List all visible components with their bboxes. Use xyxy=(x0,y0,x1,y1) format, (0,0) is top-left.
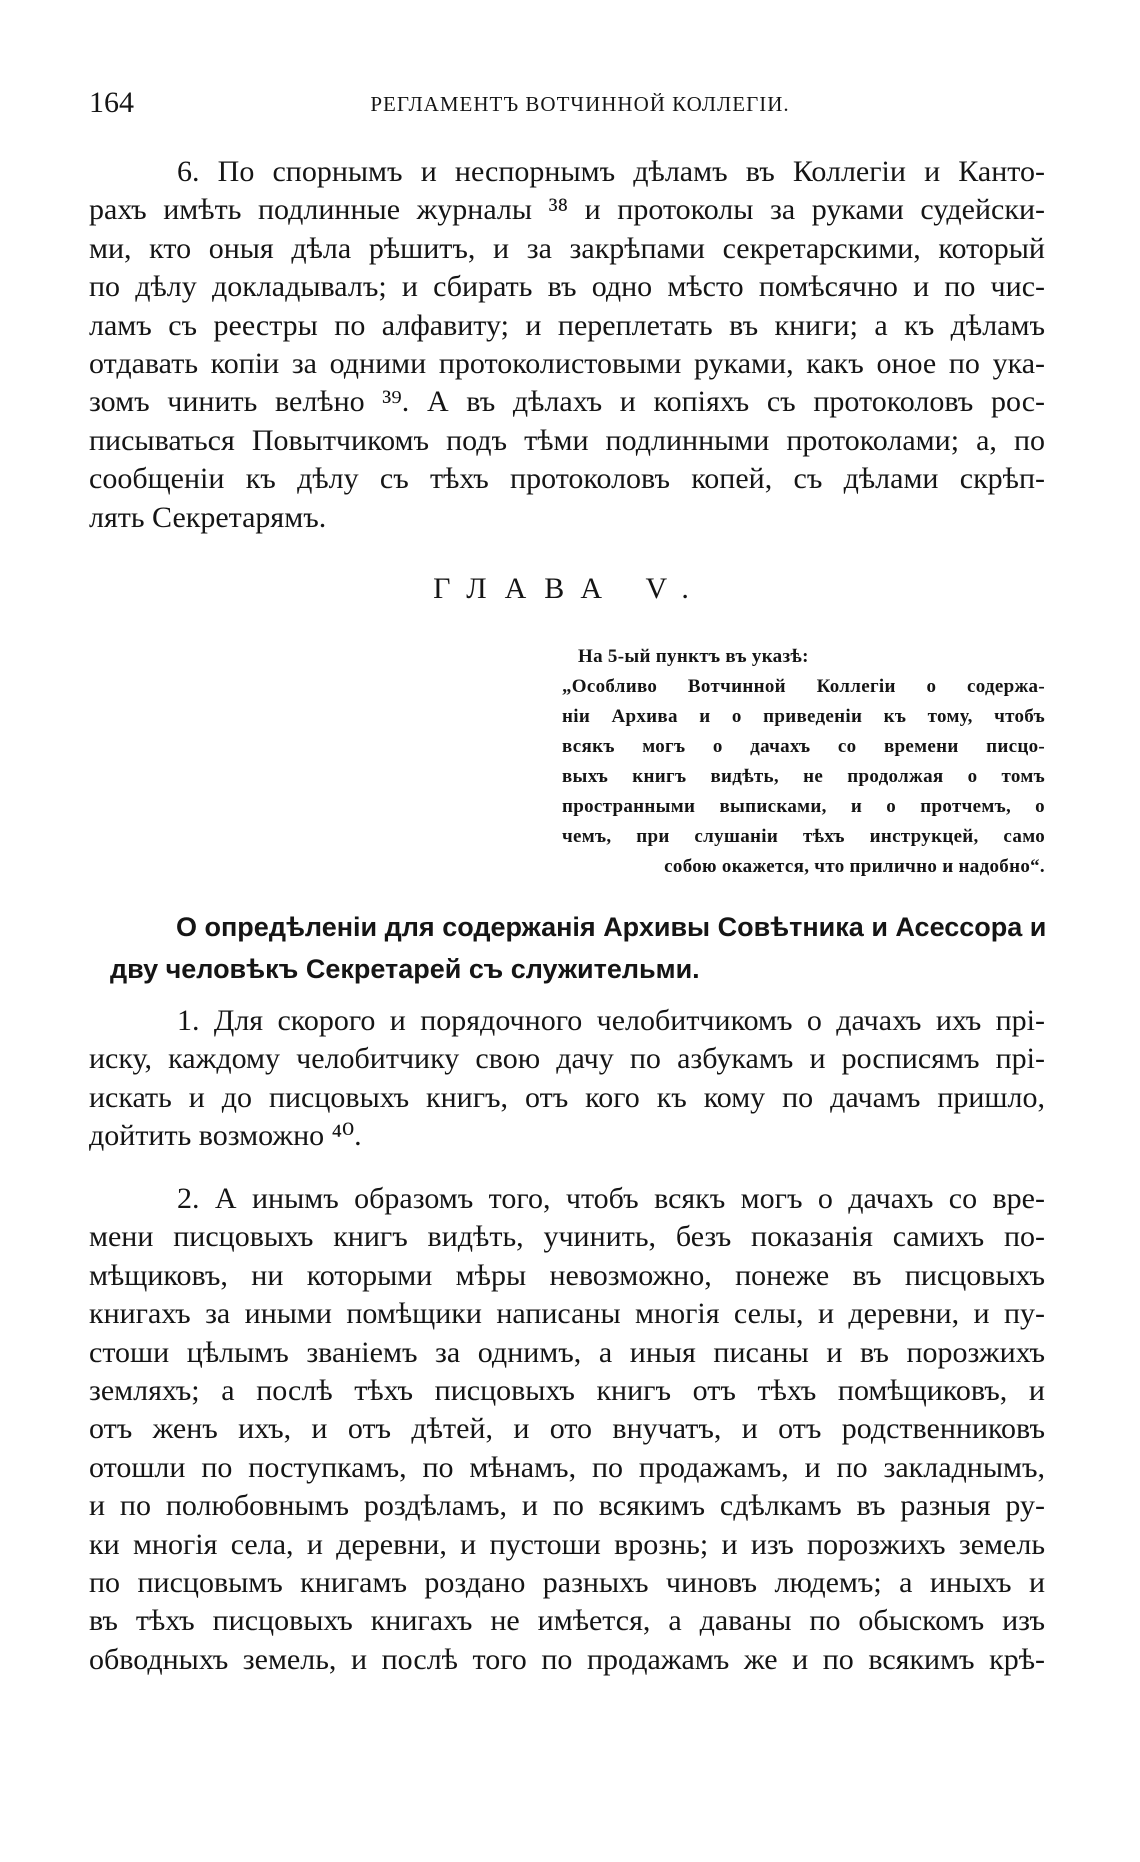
text-line: ки многія села, и деревни, и пустоши врознь; и изъ порозжихъ земель xyxy=(89,1527,1045,1561)
text-line: дву человѣкъ Секретарей съ служительми. xyxy=(110,954,700,984)
text-line: ламъ съ реестры по алфавиту; и переплетать въ книги; а къ дѣламъ xyxy=(89,308,1045,342)
text-line: пространными выписками, и о протчемъ, о xyxy=(562,796,1045,817)
text-line: 2. А инымъ образомъ того, чтобъ всякъ могъ о дачахъ со вре- xyxy=(177,1182,1045,1215)
text-line: по писцовымъ книгамъ роздано разныхъ чиновъ людемъ; а иныхъ и xyxy=(89,1565,1045,1599)
paragraph-6 xyxy=(89,153,1045,537)
text-line: обводныхъ земель, и послѣ того по продажамъ же и по всякимъ крѣ- xyxy=(89,1642,1045,1676)
text-line: отдавать копіи за одними протоколистовыми руками, какъ оное по ука- xyxy=(89,346,1045,380)
epigraph-quote xyxy=(562,642,1045,882)
text-line: ми, кто оныя дѣла рѣшитъ, и за закрѣпами секретарскими, который xyxy=(89,231,1045,265)
text-line: стоши цѣлымъ званіемъ за однимъ, а иныя писаны и въ порозжихъ xyxy=(89,1335,1045,1369)
text-line: земляхъ; а послѣ тѣхъ писцовыхъ книгъ отъ тѣхъ помѣщиковъ, и xyxy=(89,1373,1045,1407)
text-line: рахъ имѣть подлинные журналы ³⁸ и протоколы за руками судейски- xyxy=(89,193,1045,227)
text-line: 1. Для скорого и порядочного челобитчикомъ о дачахъ ихъ прі- xyxy=(177,1004,1045,1037)
text-line: собою окажется, что прилично и надобно“. xyxy=(664,856,1045,877)
text-line: мѣщиковъ, ни которыми мѣры невозможно, понеже въ писцовыхъ xyxy=(89,1258,1045,1292)
text-line: и по полюбовнымъ роздѣламъ, и по всякимъ сдѣлкамъ въ разныя ру- xyxy=(89,1489,1045,1523)
text-line: О опредѣленіи для содержанія Архивы Совѣтника и Асессора и xyxy=(176,912,1047,942)
text-line: 6. По спорнымъ и неспорнымъ дѣламъ въ Коллегіи и Канто- xyxy=(177,155,1045,188)
text-line: „Особливо Вотчинной Коллегіи о содержа- xyxy=(562,676,1045,697)
text-line: выхъ книгъ видѣть, не продолжая о томъ xyxy=(562,766,1045,787)
text-line: искать и до писцовыхъ книгъ, отъ кого къ кому по дачамъ пришло, xyxy=(89,1080,1045,1114)
text-line: по дѣлу докладывалъ; и сбирать въ одно мѣсто помѣсячно и по чис- xyxy=(89,270,1045,304)
text-line: чемъ, при слушаніи тѣхъ инструкцей, само xyxy=(562,826,1045,847)
text-line: въ тѣхъ писцовыхъ книгахъ не имѣется, а даваны по обыскомъ изъ xyxy=(89,1604,1045,1638)
page-number: 164 xyxy=(89,86,134,119)
text-line: отошли по поступкамъ, по мѣнамъ, по продажамъ, и по закладнымъ, xyxy=(89,1450,1045,1484)
text-line: писываться Повытчикомъ подъ тѣми подлинными протоколами; а, по xyxy=(89,423,1045,457)
text-line: иску, каждому челобитчику свою дачу по азбукамъ и росписямъ прі- xyxy=(89,1042,1045,1076)
running-title: РЕГЛАМЕНТЪ ВОТЧИННОЙ КОЛЛЕГІИ. xyxy=(370,92,790,116)
paragraph-1 xyxy=(89,1002,1045,1156)
paragraph-2 xyxy=(89,1180,1045,1679)
text-line: сообщеніи къ дѣлу съ тѣхъ протоколовъ копей, съ дѣлами скрѣп- xyxy=(89,462,1045,496)
text-line: зомъ чинить велѣно ³⁹. А въ дѣлахъ и копіяхъ съ протоколовъ рос- xyxy=(89,385,1045,419)
chapter-title: ГЛАВА V. xyxy=(433,572,707,605)
text-line: всякъ могъ о дачахъ со времени писцо- xyxy=(562,736,1045,757)
text-line: лять Секретарямъ. xyxy=(89,500,327,534)
text-line: дойтить возможно ⁴⁰. xyxy=(89,1119,362,1153)
text-line: На 5-ый пунктъ въ указѣ: xyxy=(578,646,809,667)
text-line: отъ женъ ихъ, и отъ дѣтей, и ото внучатъ, и отъ родственниковъ xyxy=(89,1412,1045,1446)
text-line: книгахъ за иными помѣщики написаны многія селы, и деревни, и пу- xyxy=(89,1297,1045,1331)
text-line: мени писцовыхъ книгъ видѣть, учинить, безъ показанія самихъ по- xyxy=(89,1220,1045,1254)
section-heading xyxy=(110,906,1047,990)
text-line: ніи Архива и о приведеніи къ тому, чтобъ xyxy=(562,706,1045,727)
